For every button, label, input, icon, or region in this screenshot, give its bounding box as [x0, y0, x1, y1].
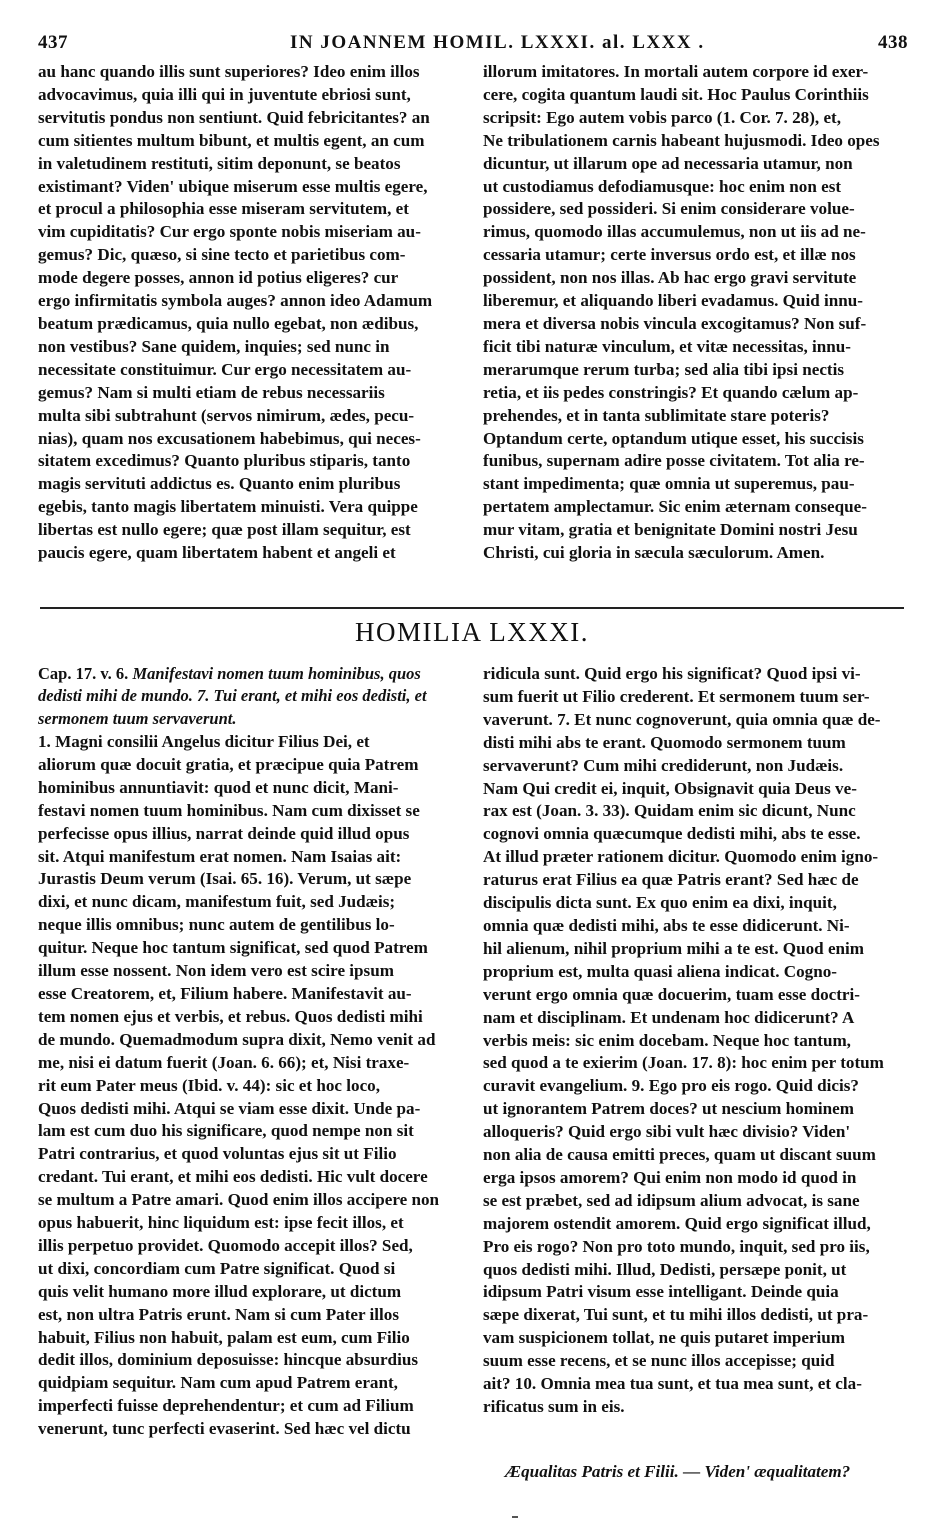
section-divider — [40, 607, 904, 609]
page-number-left: 437 — [38, 32, 68, 53]
top-left-column: au hanc quando illis sunt superiores? Ideo enim illos advocavimus, quia illi qui in juventute ebriosi sunt, servitutis pondus non sentiunt. Quid febricitantes? an cum sitientes multum bibunt, et multis egent, an cum in valetudinem restituti, sitim deponunt, se beatos existimant? Viden' ubique miserum esse multis egere, et procul a philosophia esse miseram servitutem, et vim cupiditatis? Cur ergo sponte nobis miseriam au- gemus? Dic, quæso, si sine tecto et parietibus com- mode degere posses, annon id potius eligeres? cur ergo infirmitatis symbola auges? annon ideo Adamum beatum prædicamus, quia nullo egebat, non ædibus, non vestibus? Sane quidem, inquies; sed nunc in necessitate constituimur. Cur ergo necessitatem au- gemus? Nam si multi etiam de rebus necessariis multa sibi subtrahunt (servos nimirum, ædes, pecu- nias), quam nos excusationem habebimus, qui neces- sitatem excedimus? Quanto pluribus stiparis, tanto magis servituti addictus es. Quanto enim pluribus egebis, tanto magis libertatem minuisti. Vera quippe libertas est nullo egere; quæ post illam sequitur, est paucis egere, quam libertatem habent et angeli et — [38, 62, 433, 563]
bottom-left-column: 1. Magni consilii Angelus dicitur Filius Dei, et aliorum quæ docuit gratia, et præcipue quia Patrem hominibus annuntiavit: quod et nunc dicit, Mani- festavi nomen tuum hominibus. Nam cum dixisset se perfecisse opus illius, narrat deinde quid illud opus sit. Atqui manifestum erat nomen. Nam Isaias ait: Jurastis Deum verum (Isai. 65. 16). Verum, ut sæpe dixi, et nunc dicam, manifestum fuit, sed Judæis; neque illis omnibus; nunc autem de gentilibus lo- quitur. Neque hoc tantum significat, sed quod Patrem illum esse nossent. Non idem vero est scire ipsum esse Creatorem, et, Filium habere. Manifestavit au- tem nomen ejus et verbis, et rebus. Quos dedisti mihi de mundo. Quemadmodum supra dixit, Nemo venit ad me, nisi ei datum fuerit (Joan. 6. 66); et, Nisi traxe- rit eum Pater meus (Ibid. v. 44): sic et hoc loco, Quos dedisti mihi. Atqui se viam esse dixit. Unde pa- lam est cum duo his significare, quod nempe non sit Patri contrarius, et quod voluntas ejus sit ut Filio credant. Tui erant, et mihi eos dedisti. Hic vult docere se multum a Patre amari. Quod enim illos accipere non opus habuerit, hinc liquidum est: ipse fecit illos, et illis perpetuo providet. Quomodo accepit illos? Sed, ut dixi, concordiam cum Patre significat. Quod si quis velit humano more illud explorare, ut dictum est, non ultra Patris erunt. Nam si cum Pater illos habuit, Filius non habuit, palam est eum, cum Filio dedit illos, dominium deposuisse: hincque absurdius quidpiam sequitur. Nam cum apud Patrem erant, imperfecti fuisse deprehendentur; et cum ad Filium venerunt, tunc perfecti evaserint. Sed hæc vel dictu — [38, 732, 440, 1439]
bottom-right-column: ridicula sunt. Quid ergo his significat? Quod ipsi vi- sum fuerit ut Filio crederent. Et sermonem tuum ser- vaverunt. 7. Et nunc cognoverunt, quia omnia quæ de- disti mihi abs te erant. Quomodo sermonem tuum servaverunt? Cum mihi crediderunt, non Judæis. Nam Qui credit ei, inquit, Obsignavit quia Deus ve- rax est (Joan. 3. 33). Quidam enim sic dicunt, Nunc cognovi omnia quæcumque dedisti mihi, abs te esse. At illud præter rationem dicitur. Quomodo enim igno- raturus erat Filius ea quæ Patris erant? Sed hæc de discipulis dicta sunt. Ex quo enim ea dixi, inquit, omnia quæ dedisti mihi, abs te esse didicerunt. Ni- hil alienum, nihil proprium mihi a te est. Quod enim proprium est, multa quasi aliena indicat. Cogno- verunt ergo omnia quæ docuerim, tuam esse doctri- nam et disciplinam. Et undenam hoc didicerunt? A verbis meis: sic enim docebam. Neque hoc tantum, sed quod a te exierim (Joan. 17. 8): hoc enim per totum curavit evangelium. 9. Ego pro eis rogo. Quid dicis? ut ignorantem Patrem doces? ut nescium hominem alloqueris? Quid ergo sibi vult hæc divisio? Viden' non alia de causa emitti preces, quam ut discant suum erga ipsos amorem? Qui enim non modo id quod in se est præbet, sed ad idipsum alium advocat, is sane majorem ostendit amorem. Quid ergo significat illud, Pro eis rogo? Non pro toto mundo, inquit, sed pro iis, quos dedisti mihi. Illud, Dedisti, persæpe ponit, ut idipsum Patri visum esse intelligant. Deinde quia sæpe dixerat, Tui sunt, et tu mihi illos dedisti, ut pra- vam suspicionem tollat, ne quis putaret imperium suum esse recens, et se nunc illos accepisse; quid ait? 10. Omnia mea tua sunt, et tua mea sunt, et cla- rificatus sum in eis. — [483, 664, 884, 1416]
chapter-caption — [38, 663, 458, 730]
caption-text: Manifestavi nomen tuum hominibus, quos dedisti mihi de mundo. 7. Tui erant, et mihi eos dedisti, et sermonem tuum servaverunt. — [38, 664, 427, 728]
top-right-column: illorum imitatores. In mortali autem corpore id exer- cere, cogita quantum laudi sit. Hoc Paulus Corinthiis scripsit: Ego autem vobis parco (1. Cor. 7. 28), et, Ne tribulationem carnis habeant hujusmodi. Ideo opes dicuntur, ut illarum ope ad necessaria utamur, non ut custodiamus defodiamusque: hoc enim non est possidere, sed possideri. Si enim considerare volue- rimus, quomodo illas accumulemus, non ut iis ad ne- cessaria utamur; certe inversus ordo est, et illæ nos possident, non nos illas. Ab hac ergo gravi servitute liberemur, et aliquando liberi evadamus. Quid innu- mera et diversa nobis vincula excogitamus? Non suf- ficit tibi naturæ vinculum, et vitæ necessitas, innu- merarumque rerum turba; sed alia tibi ipsi nectis retia, et iis pedes constringis? Et quando cælum ap- prehendes, et in tanta sublimitate stare poteris? Optandum certe, optandum utique esset, his succisis funibus, supernam adire posse civitatem. Tot alia re- stant impedimenta; quæ omnia ut superemus, pau- pertatem amplectamur. Sic enim æternam conseque- mur vitam, gratia et benignitate Domini nostri Jesu Christi, cui gloria in sæcula sæculorum. Amen. — [483, 62, 880, 563]
section-subheading: Æqualitas Patris et Filii. — Viden' æqualitatem? — [505, 1462, 851, 1481]
homily-title: HOMILIA LXXXI. — [355, 617, 589, 647]
print-mark — [512, 1516, 518, 1518]
caption-label: Cap. 17. v. 6. — [38, 664, 129, 683]
page-number-right: 438 — [878, 32, 908, 53]
running-title: IN JOANNEM HOMIL. LXXXI. al. LXXX . — [290, 32, 705, 53]
